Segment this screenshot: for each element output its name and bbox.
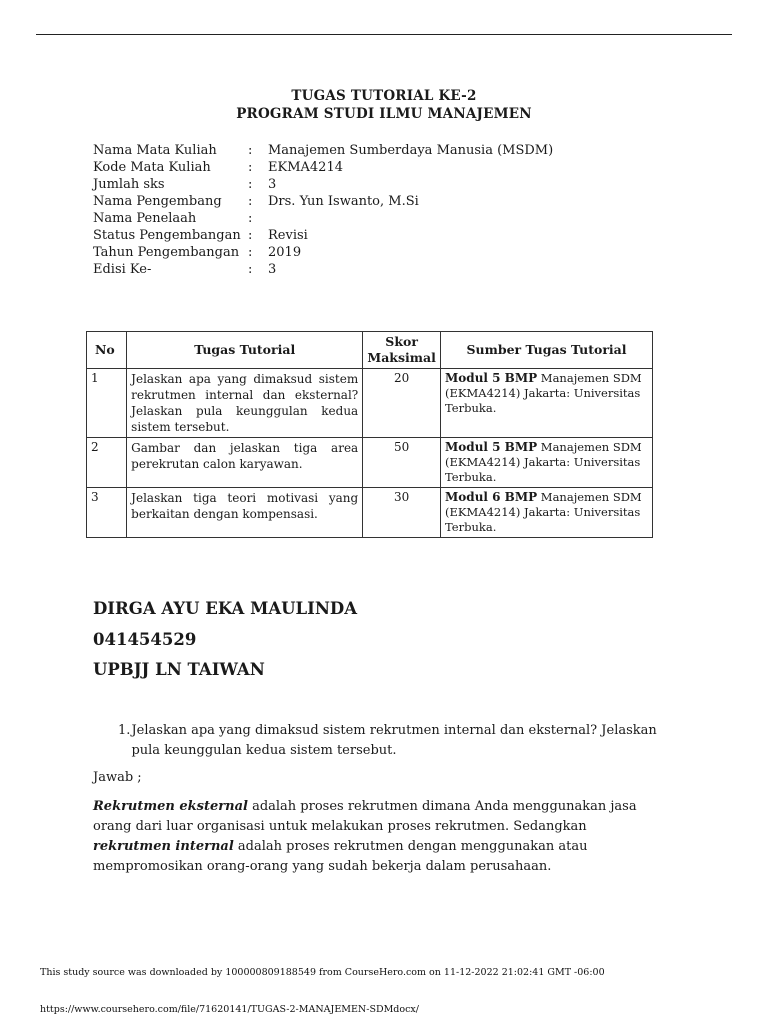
info-value: 2019	[268, 245, 302, 260]
row-score: 50	[363, 438, 441, 488]
row-no: 2	[87, 438, 127, 488]
source-detail: Manajemen SDM (EKMA4214) Jakarta: Universitas Terbuka.	[445, 371, 642, 415]
info-label: Kode Mata Kuliah	[93, 160, 211, 175]
answer-term-external: Rekrutmen eksternal	[93, 799, 248, 814]
info-colon: :	[248, 177, 253, 192]
info-colon: :	[248, 143, 253, 158]
source-module: Modul 5 BMP	[445, 371, 538, 385]
question-number: 1.	[118, 723, 131, 738]
source-module: Modul 6 BMP	[445, 490, 538, 504]
info-row	[93, 210, 553, 227]
info-label: Tahun Pengembangan	[93, 245, 240, 260]
row-task: Gambar dan jelaskan tiga area perekrutan calon karyawan.	[127, 438, 363, 488]
source-url: https://www.coursehero.com/file/71620141/TUGAS-2-MANAJEMEN-SDMdocx/	[40, 1004, 419, 1015]
source-module: Modul 5 BMP	[445, 440, 538, 454]
doc-title: TUGAS TUTORIAL KE-2	[291, 88, 477, 104]
info-value: Drs. Yun Iswanto, M.Si	[268, 194, 419, 209]
download-notice: This study source was downloaded by 100000809188549 from CourseHero.com on 11-12-2022 21:02:41 GMT -06:00	[40, 967, 605, 978]
table-row	[87, 438, 653, 488]
task-table	[86, 331, 653, 538]
row-source	[441, 438, 653, 488]
table-row	[87, 488, 653, 538]
header-no: No	[87, 332, 127, 369]
info-colon: :	[248, 245, 253, 260]
info-label: Edisi Ke-	[93, 262, 152, 277]
student-name: DIRGA AYU EKA MAULINDA	[93, 599, 358, 618]
table-row	[87, 369, 653, 438]
row-score: 20	[363, 369, 441, 438]
info-label: Jumlah sks	[93, 177, 165, 192]
question-1	[118, 721, 666, 761]
info-value: Manajemen Sumberdaya Manusia (MSDM)	[268, 143, 554, 158]
info-label: Nama Penelaah	[93, 211, 197, 226]
info-value: 3	[268, 177, 277, 192]
info-row	[93, 244, 553, 261]
header-score: Skor Maksimal	[363, 332, 441, 369]
doc-subtitle: PROGRAM STUDI ILMU MANAJEMEN	[236, 106, 532, 122]
info-colon: :	[248, 211, 253, 226]
row-source	[441, 488, 653, 538]
answer-term-internal: rekrutmen internal	[93, 839, 234, 854]
info-row	[93, 176, 553, 193]
info-row	[93, 261, 553, 278]
row-score: 30	[363, 488, 441, 538]
info-value: 3	[268, 262, 277, 277]
header-task: Tugas Tutorial	[127, 332, 363, 369]
info-colon: :	[248, 228, 253, 243]
row-no: 3	[87, 488, 127, 538]
answer-paragraph	[93, 797, 668, 877]
info-value: EKMA4214	[268, 160, 343, 175]
student-upbjj: UPBJJ LN TAIWAN	[93, 660, 265, 679]
info-row	[93, 193, 553, 210]
info-row	[93, 142, 553, 159]
source-detail: Manajemen SDM (EKMA4214) Jakarta: Universitas Terbuka.	[445, 440, 642, 484]
info-colon: :	[248, 262, 253, 277]
question-text: Jelaskan apa yang dimaksud sistem rekrutmen internal dan eksternal? Jelaskan pula keunggulan kedua sistem tersebut.	[131, 723, 657, 758]
student-nim: 041454529	[93, 630, 197, 649]
info-label: Nama Pengembang	[93, 194, 222, 209]
answer-text-2: adalah proses rekrutmen dengan menggunakan atau mempromosikan orang-orang yang sudah bekerja dalam perusahaan.	[93, 839, 588, 874]
info-label: Status Pengembangan	[93, 228, 241, 243]
row-source	[441, 369, 653, 438]
info-colon: :	[248, 160, 253, 175]
table-header-row	[87, 332, 653, 369]
row-no: 1	[87, 369, 127, 438]
info-row	[93, 159, 553, 176]
row-task: Jelaskan tiga teori motivasi yang berkaitan dengan kompensasi.	[127, 488, 363, 538]
course-info	[93, 142, 553, 278]
info-colon: :	[248, 194, 253, 209]
row-task: Jelaskan apa yang dimaksud sistem rekrutmen internal dan eksternal? Jelaskan pula keunggulan kedua sistem tersebut.	[127, 369, 363, 438]
answer-label: Jawab ;	[93, 770, 142, 785]
source-detail: Manajemen SDM (EKMA4214) Jakarta: Universitas Terbuka.	[445, 490, 642, 534]
info-label: Nama Mata Kuliah	[93, 143, 217, 158]
info-value: Revisi	[268, 228, 308, 243]
top-rule	[36, 34, 732, 35]
answer-text-1: adalah proses rekrutmen dimana Anda menggunakan jasa orang dari luar organisasi untuk melakukan proses rekrutmen. Sedangkan	[93, 799, 637, 834]
header-source: Sumber Tugas Tutorial	[441, 332, 653, 369]
info-row	[93, 227, 553, 244]
